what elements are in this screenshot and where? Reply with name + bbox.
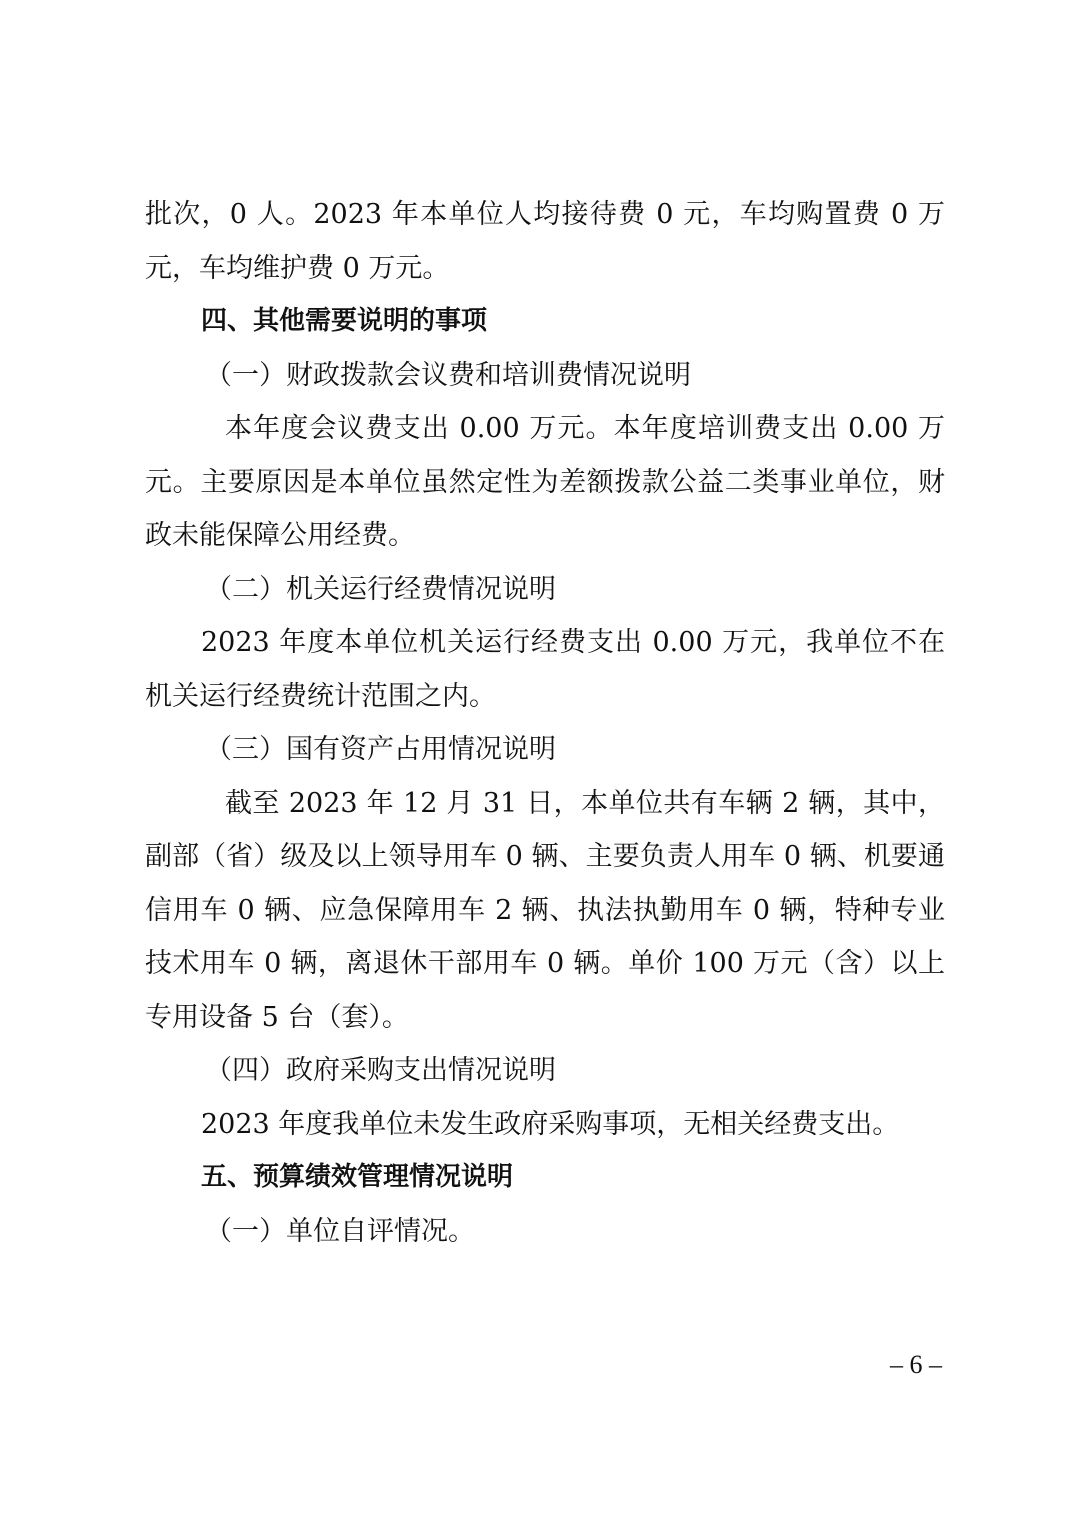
paragraph-reception-costs: 批次，0 人。2023 年本单位人均接待费 0 元，车均购置费 0 万元，车均维护费 0 万元。 bbox=[145, 199, 945, 284]
subheading-operating-expenses: （二）机关运行经费情况说明 bbox=[205, 573, 556, 605]
subheading-procurement: （四）政府采购支出情况说明 bbox=[205, 1055, 556, 1086]
subheading-self-evaluation: （一）单位自评情况。 bbox=[205, 1215, 475, 1247]
paragraph-operating-expenses: 2023 年度本单位机关运行经费支出 0.00 万元，我单位不在机关运行经费统计范围之内。 bbox=[145, 627, 945, 712]
paragraph-state-assets: 截至 2023 年 12 月 31 日，本单位共有车辆 2 辆，其中，副部（省）级及以上领导用车 0 辆、主要负责人用车 0 辆、机要通信用车 0 辆、应急保障用车 2 辆、执法执勤用车 0 辆，特种专业技术用车 0 辆，离退休干部用车 0 辆。单价 100 万元（含）以上专用设备 5 台（套）。 bbox=[145, 787, 945, 1033]
paragraph-procurement: 2023 年度我单位未发生政府采购事项，无相关经费支出。 bbox=[201, 1108, 900, 1140]
document-body bbox=[145, 188, 945, 1258]
page-number: – 6 – bbox=[890, 1350, 942, 1379]
paragraph-meeting-training-fees: 本年度会议费支出 0.00 万元。本年度培训费支出 0.00 万元。主要原因是本单位虽然定性为差额拨款公益二类事业单位，财政未能保障公用经费。 bbox=[145, 413, 945, 551]
subheading-state-assets: （三）国有资产占用情况说明 bbox=[205, 734, 556, 765]
subheading-meeting-training-fees: （一）财政拨款会议费和培训费情况说明 bbox=[205, 359, 691, 391]
section-heading-other-matters: 四、其他需要说明的事项 bbox=[201, 306, 488, 336]
section-heading-performance: 五、预算绩效管理情况说明 bbox=[201, 1162, 514, 1192]
